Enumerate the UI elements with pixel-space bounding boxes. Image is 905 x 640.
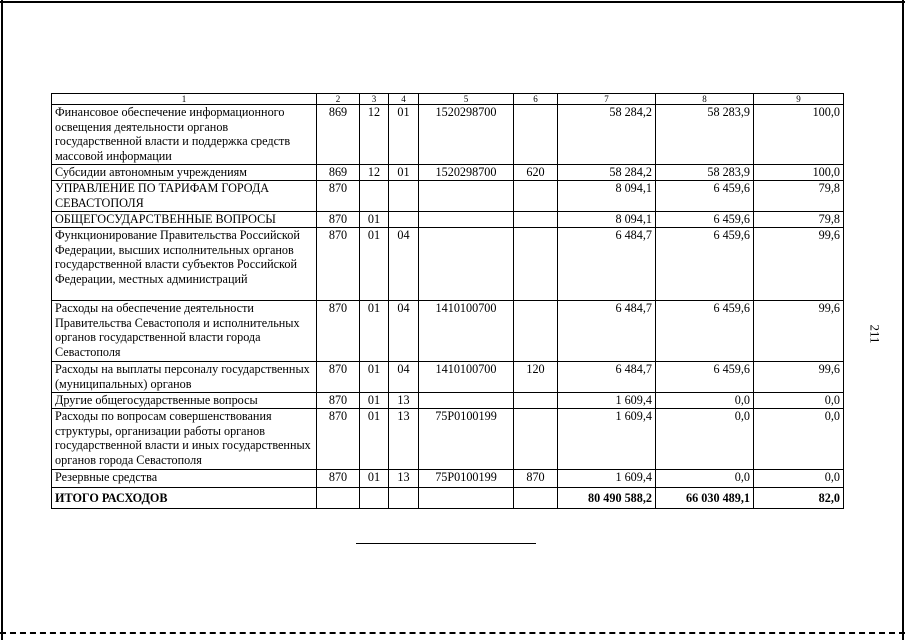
row-cell-c6 (514, 105, 558, 165)
row-cell-c9: 100,0 (754, 165, 844, 181)
row-cell-c2: 870 (317, 228, 360, 301)
total-empty-cell-1 (317, 488, 360, 509)
header-cell-9: 9 (754, 94, 844, 105)
row-cell-c4: 04 (389, 228, 419, 301)
row-cell-c4 (389, 181, 419, 212)
row-cell-c7: 8 094,1 (558, 212, 656, 228)
row-cell-c8: 58 283,9 (656, 105, 754, 165)
row-cell-c6 (514, 181, 558, 212)
row-cell-c3: 01 (360, 228, 389, 301)
row-cell-c2: 869 (317, 105, 360, 165)
row-name-cell: Расходы по вопросам совершенствования структуры, организации работы органов государственной власти и иных государственных органов города Севастополя (52, 409, 317, 470)
header-row (52, 94, 844, 105)
row-cell-c2: 870 (317, 470, 360, 488)
row-cell-c3 (360, 181, 389, 212)
row-name-cell: Функционирование Правительства Российской Федерации, высших исполнительных органов государственной власти субъектов Российской Федерации, местных администраций (52, 228, 317, 301)
row-cell-c5: 75Р0100199 (419, 470, 514, 488)
header-cell-5: 5 (419, 94, 514, 105)
header-cell-4: 4 (389, 94, 419, 105)
table-row (52, 301, 844, 362)
row-name-cell: Субсидии автономным учреждениям (52, 165, 317, 181)
row-cell-c5 (419, 228, 514, 301)
total-empty-cell-3 (389, 488, 419, 509)
row-cell-c4: 13 (389, 393, 419, 409)
row-cell-c8: 6 459,6 (656, 181, 754, 212)
total-percent: 82,0 (754, 488, 844, 509)
row-cell-c6: 620 (514, 165, 558, 181)
table-row (52, 212, 844, 228)
row-cell-c6: 870 (514, 470, 558, 488)
row-cell-c8: 6 459,6 (656, 228, 754, 301)
row-name-cell: ОБЩЕГОСУДАРСТВЕННЫЕ ВОПРОСЫ (52, 212, 317, 228)
row-cell-c3: 01 (360, 212, 389, 228)
row-cell-c6: 120 (514, 362, 558, 393)
total-empty-cell-5 (514, 488, 558, 509)
row-cell-c4 (389, 212, 419, 228)
row-cell-c9: 0,0 (754, 409, 844, 470)
row-cell-c8: 0,0 (656, 409, 754, 470)
table-row (52, 409, 844, 470)
row-cell-c4: 13 (389, 409, 419, 470)
total-planned: 80 490 588,2 (558, 488, 656, 509)
row-cell-c9: 0,0 (754, 470, 844, 488)
table-row (52, 165, 844, 181)
row-cell-c5: 1520298700 (419, 165, 514, 181)
row-cell-c7: 1 609,4 (558, 393, 656, 409)
row-cell-c2: 870 (317, 409, 360, 470)
header-cell-1: 1 (52, 94, 317, 105)
table-row (52, 470, 844, 488)
row-cell-c7: 6 484,7 (558, 228, 656, 301)
page-border-right (902, 0, 904, 640)
row-cell-c2: 870 (317, 362, 360, 393)
row-name-cell: УПРАВЛЕНИЕ ПО ТАРИФАМ ГОРОДА СЕВАСТОПОЛЯ (52, 181, 317, 212)
total-executed: 66 030 489,1 (656, 488, 754, 509)
row-name-cell: Финансовое обеспечение информационного освещения деятельности органов государственной власти и поддержка средств массовой информации (52, 105, 317, 165)
row-cell-c7: 6 484,7 (558, 362, 656, 393)
row-cell-c4: 01 (389, 105, 419, 165)
row-cell-c5: 1410100700 (419, 362, 514, 393)
row-cell-c2: 870 (317, 181, 360, 212)
row-cell-c2: 870 (317, 212, 360, 228)
row-cell-c5 (419, 181, 514, 212)
row-cell-c7: 1 609,4 (558, 409, 656, 470)
row-name-cell: Расходы на обеспечение деятельности Правительства Севастополя и исполнительных органов государственной власти города Севастополя (52, 301, 317, 362)
row-cell-c3: 01 (360, 301, 389, 362)
row-cell-c6 (514, 228, 558, 301)
row-cell-c7: 58 284,2 (558, 165, 656, 181)
row-cell-c7: 1 609,4 (558, 470, 656, 488)
row-cell-c3: 01 (360, 409, 389, 470)
total-empty-cell-4 (419, 488, 514, 509)
footer-divider (356, 543, 536, 544)
header-cell-7: 7 (558, 94, 656, 105)
row-cell-c4: 04 (389, 362, 419, 393)
row-cell-c9: 99,6 (754, 362, 844, 393)
expenditure-table (51, 93, 844, 509)
row-cell-c7: 6 484,7 (558, 301, 656, 362)
row-name-cell: Другие общегосударственные вопросы (52, 393, 317, 409)
header-cell-6: 6 (514, 94, 558, 105)
row-cell-c9: 79,8 (754, 181, 844, 212)
row-cell-c8: 0,0 (656, 470, 754, 488)
row-cell-c9: 99,6 (754, 228, 844, 301)
row-cell-c3: 01 (360, 393, 389, 409)
row-cell-c4: 13 (389, 470, 419, 488)
row-cell-c6 (514, 393, 558, 409)
header-cell-8: 8 (656, 94, 754, 105)
row-name-cell: Резервные средства (52, 470, 317, 488)
table-row (52, 105, 844, 165)
row-cell-c5: 1520298700 (419, 105, 514, 165)
row-cell-c3: 01 (360, 362, 389, 393)
row-cell-c9: 79,8 (754, 212, 844, 228)
row-name-cell: Расходы на выплаты персоналу государственных (муниципальных) органов (52, 362, 317, 393)
row-cell-c4: 01 (389, 165, 419, 181)
table-row (52, 181, 844, 212)
row-cell-c3: 12 (360, 105, 389, 165)
row-cell-c8: 6 459,6 (656, 301, 754, 362)
row-cell-c2: 869 (317, 165, 360, 181)
row-cell-c6 (514, 301, 558, 362)
row-cell-c7: 58 284,2 (558, 105, 656, 165)
row-cell-c9: 0,0 (754, 393, 844, 409)
row-cell-c4: 04 (389, 301, 419, 362)
row-cell-c5 (419, 212, 514, 228)
page-border-top (0, 1, 905, 3)
row-cell-c5 (419, 393, 514, 409)
row-cell-c8: 0,0 (656, 393, 754, 409)
table-row (52, 393, 844, 409)
total-empty-cell-2 (360, 488, 389, 509)
header-cell-3: 3 (360, 94, 389, 105)
row-cell-c9: 100,0 (754, 105, 844, 165)
row-cell-c3: 12 (360, 165, 389, 181)
table-row (52, 228, 844, 301)
row-cell-c3: 01 (360, 470, 389, 488)
row-cell-c8: 6 459,6 (656, 212, 754, 228)
row-cell-c2: 870 (317, 393, 360, 409)
page-number: 211 (867, 324, 883, 344)
row-cell-c8: 6 459,6 (656, 362, 754, 393)
total-row (52, 488, 844, 509)
row-cell-c9: 99,6 (754, 301, 844, 362)
header-cell-2: 2 (317, 94, 360, 105)
page-border-bottom (0, 632, 905, 634)
row-cell-c8: 58 283,9 (656, 165, 754, 181)
row-cell-c6 (514, 212, 558, 228)
row-cell-c2: 870 (317, 301, 360, 362)
total-label: ИТОГО РАСХОДОВ (52, 488, 317, 509)
row-cell-c5: 1410100700 (419, 301, 514, 362)
row-cell-c7: 8 094,1 (558, 181, 656, 212)
table-row (52, 362, 844, 393)
page-border-left (1, 0, 3, 640)
row-cell-c6 (514, 409, 558, 470)
row-cell-c5: 75Р0100199 (419, 409, 514, 470)
